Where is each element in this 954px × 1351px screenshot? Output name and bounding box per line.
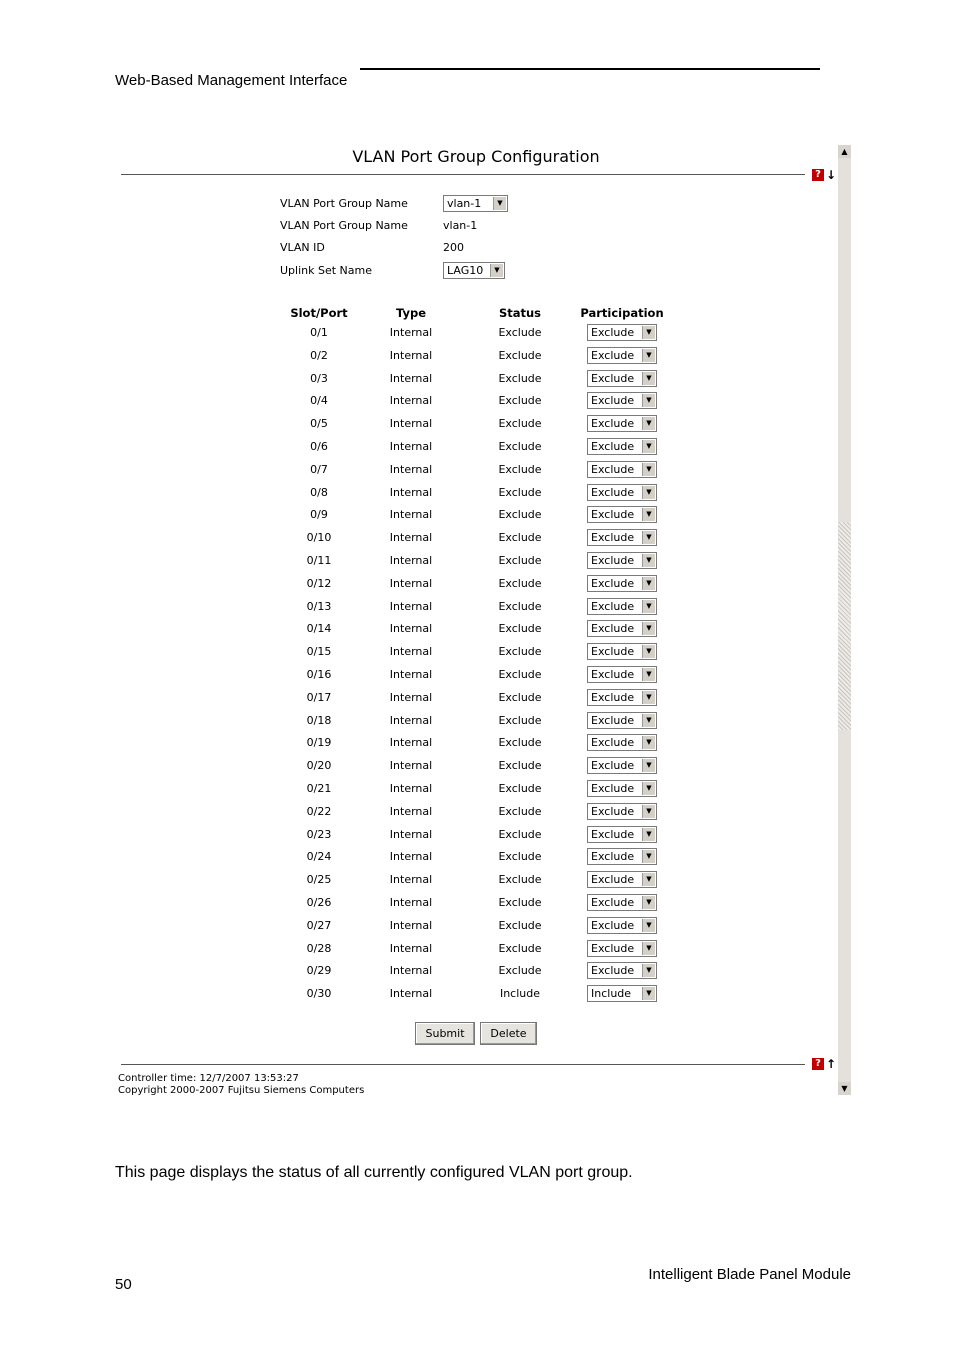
slot-port-cell: 0/12: [306, 576, 332, 590]
slot-port-cell: 0/13: [306, 599, 332, 613]
page-title: VLAN Port Group Configuration: [352, 147, 600, 166]
slot-port-cell: 0/4: [310, 394, 328, 408]
participation-select[interactable]: [587, 347, 657, 364]
group-name-select[interactable]: [443, 195, 508, 212]
participation-value: Exclude: [591, 873, 635, 887]
status-cell: Exclude: [498, 896, 542, 909]
participation-select[interactable]: [587, 438, 657, 455]
submit-button[interactable]: Submit: [415, 1022, 475, 1045]
column-header-status: Status: [498, 306, 542, 320]
slot-port-cell: 0/24: [306, 850, 332, 864]
participation-select[interactable]: [587, 484, 657, 501]
document-header: Web-Based Management Interface: [115, 72, 348, 89]
status-cell: Exclude: [498, 782, 542, 795]
delete-button[interactable]: Delete: [480, 1022, 537, 1045]
status-cell: Exclude: [498, 964, 542, 978]
slot-port-cell: 0/20: [306, 759, 332, 773]
type-cell: Internal: [389, 576, 433, 590]
group-name-label: VLAN Port Group Name: [280, 219, 408, 232]
slot-port-cell: 0/6: [310, 440, 328, 453]
top-divider: [121, 174, 805, 175]
bottom-divider: [121, 1064, 805, 1065]
participation-value: Exclude: [591, 508, 635, 522]
participation-select[interactable]: [587, 598, 657, 615]
type-cell: Internal: [389, 782, 433, 795]
table-row: [115, 413, 837, 436]
chevron-down-icon: ▼: [642, 782, 655, 795]
participation-select[interactable]: [587, 529, 657, 546]
vlan-id-value: 200: [443, 241, 464, 254]
type-cell: Internal: [389, 371, 433, 385]
column-header-participation: Participation: [580, 306, 664, 320]
chevron-down-icon: ▼: [642, 394, 655, 407]
chevron-down-icon: ▼: [642, 896, 655, 909]
table-row: [115, 368, 837, 391]
table-row: [115, 755, 837, 778]
slot-port-cell: 0/29: [306, 964, 332, 978]
status-cell: Exclude: [498, 485, 542, 499]
participation-value: Exclude: [591, 827, 635, 841]
status-cell: Exclude: [498, 690, 542, 704]
participation-value: Exclude: [591, 599, 635, 613]
product-name: Intelligent Blade Panel Module: [648, 1266, 851, 1283]
slot-port-cell: 0/9: [310, 508, 328, 522]
slot-port-cell: 0/30: [306, 987, 332, 1001]
participation-select[interactable]: [587, 552, 657, 569]
help-icon[interactable]: ?: [812, 1058, 824, 1070]
slot-port-cell: 0/7: [310, 462, 328, 476]
chevron-down-icon: ▼: [642, 600, 655, 613]
slot-port-cell: 0/15: [306, 645, 332, 659]
type-cell: Internal: [389, 736, 433, 750]
status-cell: Exclude: [498, 417, 542, 431]
table-row: [115, 322, 837, 345]
chevron-down-icon: ▼: [642, 486, 655, 499]
participation-select[interactable]: [587, 392, 657, 409]
table-row: [115, 960, 837, 983]
chevron-down-icon: ▼: [642, 349, 655, 362]
table-row: [115, 482, 837, 505]
participation-select[interactable]: [587, 575, 657, 592]
slot-port-cell: 0/16: [306, 668, 332, 681]
arrow-up-icon[interactable]: ↑: [826, 1057, 837, 1071]
slot-port-cell: 0/3: [310, 371, 328, 385]
table-row: [115, 983, 837, 1006]
slot-port-cell: 0/10: [306, 531, 332, 545]
chevron-down-icon: ▼: [642, 440, 655, 453]
slot-port-cell: 0/14: [306, 622, 332, 636]
type-cell: Internal: [389, 554, 433, 567]
status-cell: Exclude: [498, 668, 542, 681]
participation-value: Exclude: [591, 326, 635, 339]
status-cell: Exclude: [498, 531, 542, 545]
table-row: [115, 915, 837, 938]
table-row: [115, 687, 837, 710]
type-cell: Internal: [389, 348, 433, 362]
group-name-select-value: vlan-1: [447, 197, 482, 210]
chevron-down-icon: ▼: [642, 828, 655, 841]
copyright: Copyright 2000-2007 Fujitsu Siemens Computers: [118, 1085, 365, 1095]
help-icon[interactable]: ?: [812, 169, 824, 181]
chevron-down-icon: ▼: [642, 531, 655, 544]
vertical-scrollbar[interactable]: [838, 145, 851, 1095]
chevron-down-icon: ▼: [642, 326, 655, 339]
vlan-id-label: VLAN ID: [280, 241, 325, 254]
chevron-down-icon: ▼: [642, 873, 655, 886]
chevron-down-icon: ▼: [642, 622, 655, 635]
participation-select[interactable]: [587, 871, 657, 888]
status-cell: Exclude: [498, 873, 542, 887]
participation-value: Exclude: [591, 348, 635, 362]
status-cell: Exclude: [498, 918, 542, 932]
table-row: [115, 573, 837, 596]
type-cell: Internal: [389, 964, 433, 978]
type-cell: Internal: [389, 918, 433, 932]
participation-value: Exclude: [591, 485, 635, 499]
type-cell: Internal: [389, 508, 433, 522]
status-cell: Exclude: [498, 804, 542, 818]
participation-select[interactable]: [587, 826, 657, 843]
chevron-down-icon: ▼: [642, 919, 655, 932]
chevron-down-icon: ▼: [490, 264, 503, 277]
type-cell: Internal: [389, 804, 433, 818]
chevron-down-icon: ▼: [493, 197, 506, 210]
group-name-select-label: VLAN Port Group Name: [280, 197, 408, 210]
slot-port-cell: 0/25: [306, 873, 332, 887]
status-cell: Exclude: [498, 622, 542, 636]
type-cell: Internal: [389, 622, 433, 636]
type-cell: Internal: [389, 690, 433, 704]
participation-value: Exclude: [591, 759, 635, 773]
participation-select[interactable]: [587, 780, 657, 797]
participation-value: Exclude: [591, 918, 635, 932]
chevron-down-icon: ▼: [642, 463, 655, 476]
status-cell: Exclude: [498, 645, 542, 659]
status-cell: Exclude: [498, 462, 542, 476]
chevron-down-icon: ▼: [642, 554, 655, 567]
slot-port-cell: 0/18: [306, 713, 332, 727]
chevron-down-icon: ▼: [642, 850, 655, 863]
caption: This page displays the status of all currently configured VLAN port group.: [115, 1164, 633, 1181]
chevron-down-icon: ▼: [642, 942, 655, 955]
participation-value: Exclude: [591, 896, 635, 909]
participation-value: Exclude: [591, 964, 635, 978]
scroll-down-icon[interactable]: ▼: [838, 1082, 851, 1095]
column-header-slot-port: Slot/Port: [290, 306, 348, 320]
chevron-down-icon: ▼: [642, 714, 655, 727]
participation-value: Exclude: [591, 622, 635, 636]
participation-value: Exclude: [591, 531, 635, 545]
participation-select[interactable]: [587, 415, 657, 432]
chevron-down-icon: ▼: [642, 372, 655, 385]
chevron-down-icon: ▼: [642, 736, 655, 749]
uplink-set-value: LAG10: [447, 264, 484, 277]
participation-select[interactable]: [587, 803, 657, 820]
table-row: [115, 869, 837, 892]
status-cell: Include: [499, 987, 541, 1001]
participation-select[interactable]: [587, 643, 657, 660]
slot-port-cell: 0/19: [306, 736, 332, 750]
participation-select[interactable]: [587, 962, 657, 979]
slot-port-cell: 0/11: [306, 554, 332, 567]
status-cell: Exclude: [498, 850, 542, 864]
table-row: [115, 459, 837, 482]
status-cell: Exclude: [498, 827, 542, 841]
table-row: [115, 641, 837, 664]
slot-port-cell: 0/22: [306, 804, 332, 818]
header-rule: [360, 68, 820, 70]
type-cell: Internal: [389, 713, 433, 727]
status-cell: Exclude: [498, 326, 542, 339]
participation-value: Exclude: [591, 462, 635, 476]
participation-value: Exclude: [591, 941, 635, 955]
type-cell: Internal: [389, 850, 433, 864]
type-cell: Internal: [389, 668, 433, 681]
status-cell: Exclude: [498, 599, 542, 613]
participation-select[interactable]: [587, 506, 657, 523]
participation-select[interactable]: [587, 985, 657, 1002]
chevron-down-icon: ▼: [642, 759, 655, 772]
slot-port-cell: 0/1: [310, 326, 328, 339]
table-row: [115, 801, 837, 824]
participation-value: Exclude: [591, 782, 635, 795]
table-row: [115, 664, 837, 687]
type-cell: Internal: [389, 987, 433, 1001]
type-cell: Internal: [389, 440, 433, 453]
slot-port-cell: 0/5: [310, 417, 328, 431]
slot-port-cell: 0/28: [306, 941, 332, 955]
type-cell: Internal: [389, 645, 433, 659]
uplink-set-label: Uplink Set Name: [280, 264, 372, 277]
page-number: 50: [115, 1276, 132, 1293]
table-row: [115, 550, 837, 573]
slot-port-cell: 0/26: [306, 896, 332, 909]
chevron-down-icon: ▼: [642, 577, 655, 590]
type-cell: Internal: [389, 896, 433, 909]
chevron-down-icon: ▼: [642, 987, 655, 1000]
group-name-value: vlan-1: [443, 219, 478, 232]
scrollbar-thumb[interactable]: [838, 522, 851, 730]
participation-value: Exclude: [591, 668, 635, 681]
chevron-down-icon: ▼: [642, 964, 655, 977]
table-row: [115, 345, 837, 368]
table-row: [115, 938, 837, 961]
slot-port-cell: 0/2: [310, 348, 328, 362]
table-row: [115, 824, 837, 847]
chevron-down-icon: ▼: [642, 691, 655, 704]
participation-value: Exclude: [591, 554, 635, 567]
slot-port-cell: 0/17: [306, 690, 332, 704]
type-cell: Internal: [389, 827, 433, 841]
type-cell: Internal: [389, 531, 433, 545]
participation-select[interactable]: [587, 917, 657, 934]
participation-select[interactable]: [587, 370, 657, 387]
chevron-down-icon: ▼: [642, 417, 655, 430]
status-cell: Exclude: [498, 554, 542, 567]
status-cell: Exclude: [498, 440, 542, 453]
participation-select[interactable]: [587, 848, 657, 865]
table-row: [115, 892, 837, 915]
status-cell: Exclude: [498, 713, 542, 727]
scroll-up-icon[interactable]: ▲: [838, 145, 851, 158]
status-cell: Exclude: [498, 371, 542, 385]
participation-select[interactable]: [587, 324, 657, 341]
status-cell: Exclude: [498, 759, 542, 773]
participation-value: Exclude: [591, 804, 635, 818]
type-cell: Internal: [389, 326, 433, 339]
participation-select[interactable]: [587, 757, 657, 774]
participation-value: Exclude: [591, 576, 635, 590]
participation-value: Exclude: [591, 736, 635, 750]
status-cell: Exclude: [498, 508, 542, 522]
table-row: [115, 527, 837, 550]
uplink-set-select[interactable]: [443, 262, 505, 279]
chevron-down-icon: ▼: [642, 508, 655, 521]
participation-select[interactable]: [587, 734, 657, 751]
table-row: [115, 618, 837, 641]
participation-value: Exclude: [591, 394, 635, 408]
participation-value: Exclude: [591, 645, 635, 659]
participation-value: Exclude: [591, 713, 635, 727]
table-row: [115, 504, 837, 527]
participation-value: Exclude: [591, 417, 635, 431]
type-cell: Internal: [389, 485, 433, 499]
status-cell: Exclude: [498, 941, 542, 955]
arrow-down-icon[interactable]: ↓: [826, 168, 837, 182]
participation-value: Exclude: [591, 371, 635, 385]
slot-port-cell: 0/23: [306, 827, 332, 841]
table-row: [115, 732, 837, 755]
table-row: [115, 778, 837, 801]
type-cell: Internal: [389, 417, 433, 431]
participation-select[interactable]: [587, 940, 657, 957]
slot-port-cell: 0/27: [306, 918, 332, 932]
status-cell: Exclude: [498, 576, 542, 590]
type-cell: Internal: [389, 394, 433, 408]
participation-value: Exclude: [591, 850, 635, 864]
chevron-down-icon: ▼: [642, 668, 655, 681]
table-row: [115, 436, 837, 459]
type-cell: Internal: [389, 599, 433, 613]
table-row: [115, 596, 837, 619]
slot-port-cell: 0/21: [306, 782, 332, 795]
participation-value: Exclude: [591, 440, 635, 453]
participation-select[interactable]: [587, 461, 657, 478]
table-row: [115, 846, 837, 869]
participation-select[interactable]: [587, 689, 657, 706]
participation-value: Include: [591, 987, 632, 1001]
table-row: [115, 710, 837, 733]
status-cell: Exclude: [498, 394, 542, 408]
participation-select[interactable]: [587, 666, 657, 683]
chevron-down-icon: ▼: [642, 645, 655, 658]
type-cell: Internal: [389, 941, 433, 955]
screenshot-window: [115, 145, 851, 1095]
participation-select[interactable]: [587, 620, 657, 637]
table-row: [115, 390, 837, 413]
participation-select[interactable]: [587, 712, 657, 729]
chevron-down-icon: ▼: [642, 805, 655, 818]
column-header-type: Type: [395, 306, 426, 320]
status-cell: Exclude: [498, 736, 542, 750]
status-cell: Exclude: [498, 348, 542, 362]
type-cell: Internal: [389, 759, 433, 773]
slot-port-cell: 0/8: [310, 485, 328, 499]
participation-value: Exclude: [591, 690, 635, 704]
type-cell: Internal: [389, 873, 433, 887]
controller-time: Controller time: 12/7/2007 13:53:27: [118, 1073, 299, 1084]
participation-select[interactable]: [587, 894, 657, 911]
type-cell: Internal: [389, 462, 433, 476]
